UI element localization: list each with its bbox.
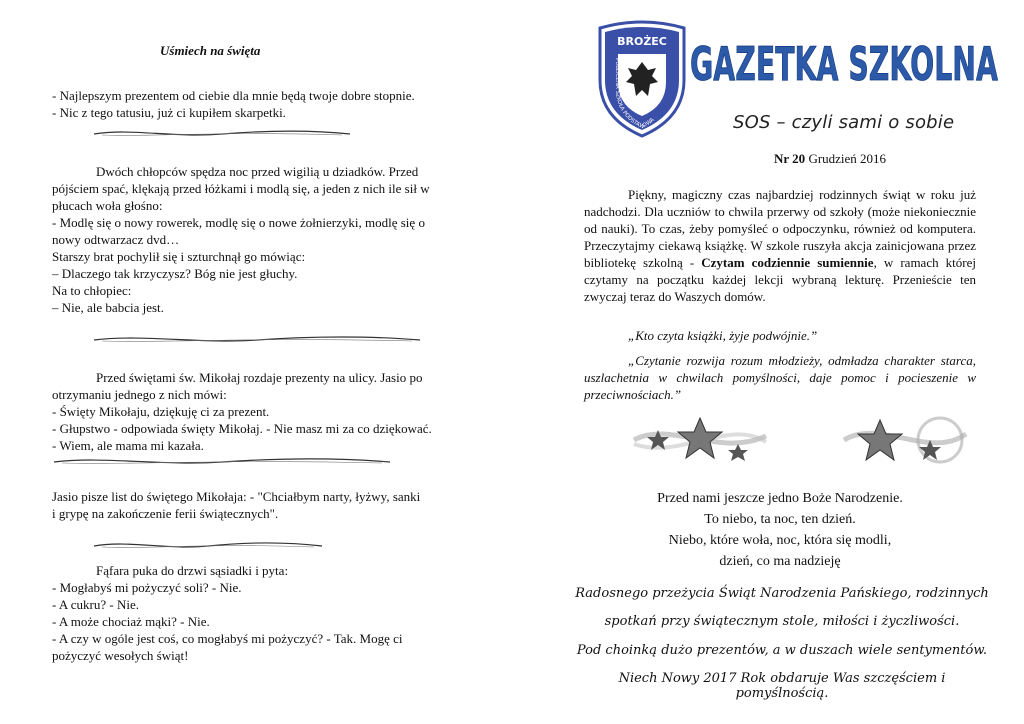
joke-5-line: Fąfara puka do drzwi sąsiadki i pyta:: [96, 563, 289, 578]
stars-ornament-icon: [840, 410, 970, 470]
joke-2-line: - Modlę się o nowy rowerek, modlę się o nowe żołnierzyki, modlę się o: [52, 215, 425, 230]
joke-2-line: Dwóch chłopców spędza noc przed wigilią u dziadków. Przed: [96, 164, 419, 179]
joke-4-line: Jasio pisze list do świętego Mikołaja: - "Chciałbym narty, łyżwy, sanki: [52, 489, 421, 504]
joke-5: [52, 562, 492, 664]
joke-2-line: pójściem spać, klękają przed łóżkami i modlą się, a jeden z nich ile sił w: [52, 181, 430, 196]
subtitle: SOS – czyli sami o sobie: [733, 112, 955, 133]
wish-line-3: Pod choinką dużo prezentów, a w duszach wiele sentymentów.: [576, 643, 988, 658]
joke-2-line: płucach woła głośno:: [52, 198, 163, 213]
intro-text-end: , w ramach której czytamy na początku każdej lekcji wybraną lekturę. Przenieście ten zwyczaj teraz do Waszych domów.: [584, 255, 976, 304]
joke-5-line: - Mogłabyś mi pożyczyć soli? - Nie.: [52, 580, 242, 595]
joke-2-line: – Nie, ale babcia jest.: [52, 300, 164, 315]
masthead-title: [688, 28, 1000, 90]
masthead-text: GAZETKA SZKOLNA: [690, 37, 999, 90]
joke-4-line: i grypę na zakończenie ferii świątecznych".: [52, 506, 279, 521]
wish-line-2: spotkań przy świątecznym stole, miłości i życzliwości.: [604, 614, 960, 629]
issue-line: [774, 151, 886, 167]
joke-1-line: - Nic z tego tatusiu, już ci kupiłem skarpetki.: [52, 105, 286, 120]
poem-line: dzień, co ma nadzieję: [719, 554, 841, 569]
joke-2-line: Starszy brat pochylił się i szturchnął go mówiąc:: [52, 249, 306, 264]
badge-top-text: BROŻEC: [617, 35, 667, 48]
swash-divider-icon: [92, 128, 352, 140]
joke-3-line: otrzymaniu jednego z nich mówi:: [52, 387, 227, 402]
joke-1-line: - Najlepszym prezentem od ciebie dla mnie będą twoje dobre stopnie.: [52, 88, 415, 103]
christmas-poem: [584, 488, 976, 572]
quote-2: „Czytanie rozwija rozum młodzieży, odmładza charakter starca, uszlachetnia w chwilach pomyślności, daje pomoc i pocieszenie w przeciwnościach.”: [584, 353, 976, 402]
swash-divider-icon: [52, 456, 392, 468]
joke-2-line: nowy odtwarzacz dvd…: [52, 232, 180, 247]
joke-5-line: - A może chociaż mąki? - Nie.: [52, 614, 210, 629]
stars-ornament-icon: [630, 410, 770, 470]
poem-line: To niebo, ta noc, ten dzień.: [704, 512, 856, 527]
poem-line: Niebo, które woła, noc, która się modli,: [668, 533, 892, 548]
joke-3: [52, 369, 492, 454]
quote-1: „Kto czyta książki, żyje podwójnie.”: [628, 328, 818, 343]
joke-4: [52, 488, 492, 522]
school-badge-icon: [594, 18, 690, 138]
intro-paragraph: [584, 186, 976, 305]
joke-5-line: - A cukru? - Nie.: [52, 597, 140, 612]
issue-date: Grudzień 2016: [808, 151, 887, 166]
joke-2: [52, 163, 492, 316]
reading-campaign-name: Czytam codziennie sumiennie: [701, 255, 874, 270]
joke-1: [52, 87, 482, 121]
jokes-title: Uśmiech na święta: [160, 43, 261, 58]
intro-text: Piękny, magiczny czas najbardziej rodzinnych świąt w roku już nadchodzi. Dla uczniów to chwila przerwy od szkoły (może niekoniecznie od nauki). To czas, żeby pomyśleć o odpoczynku, również od komputera. Przeczytajmy ciekawą książkę. W szkole ruszyła akcja zainicjowana przez bibliotekę szkolną -: [584, 187, 976, 270]
wish-line-4: Niech Nowy 2017 Rok obdaruje Was szczęściem i pomyślnością.: [618, 671, 946, 701]
swash-divider-icon: [92, 334, 422, 346]
wish-line-1: Radosnego przeżycia Świąt Narodzenia Pańskiego, rodzinnych: [575, 586, 989, 601]
joke-3-line: Przed świętami św. Mikołaj rozdaje prezenty na ulicy. Jasio po: [96, 370, 423, 385]
badge-ring-path: PUBLICZNA SZKOŁA PODSTAWOWA: [614, 58, 656, 131]
joke-2-line: – Dlaczego tak krzyczysz? Bóg nie jest głuchy.: [52, 266, 298, 281]
joke-5-line: - A czy w ogóle jest coś, co mogłabyś mi pożyczyć? - Tak. Mogę ci: [52, 631, 403, 646]
joke-5-line: pożyczyć wesołych świąt!: [52, 648, 189, 663]
swash-divider-icon: [92, 540, 324, 552]
joke-3-line: - Głupstwo - odpowiada święty Mikołaj. - Nie masz mi za co dziękować.: [52, 421, 432, 436]
joke-3-line: - Święty Mikołaju, dziękuję ci za prezent.: [52, 404, 270, 419]
issue-number: Nr 20: [774, 151, 806, 166]
joke-3-line: - Wiem, ale mama mi kazała.: [52, 438, 204, 453]
joke-2-line: Na to chłopiec:: [52, 283, 132, 298]
poem-line: Przed nami jeszcze jedno Boże Narodzenie.: [657, 491, 903, 506]
